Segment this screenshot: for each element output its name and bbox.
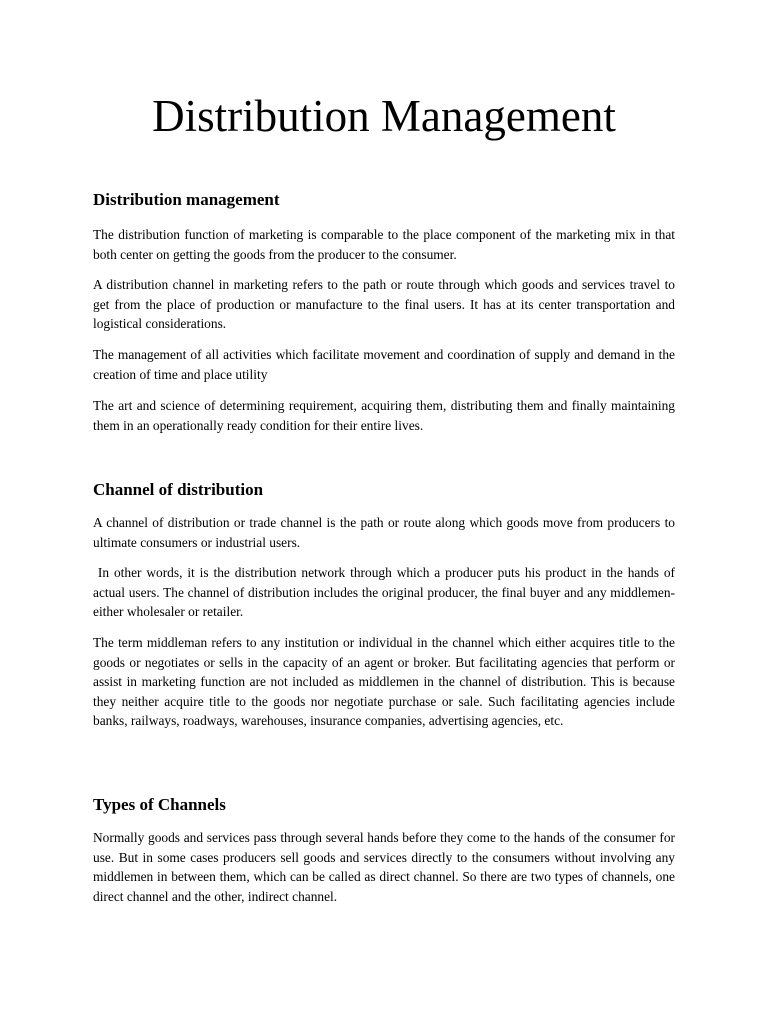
paragraph: The art and science of determining requirement, acquiring them, distributing them and finally maintaining them in an operationally ready condition for their entire lives. bbox=[93, 398, 675, 433]
paragraph: The distribution function of marketing is comparable to the place component of the marketing mix in that both center on getting the goods from the producer to the consumer. bbox=[93, 227, 675, 262]
paragraph: In other words, it is the distribution network through which a producer puts his product in the hands of actual users. The channel of distribution includes the original producer, the final buyer and any middlemen-either wholesaler or retailer. bbox=[93, 565, 679, 620]
section-heading-distribution-management: Distribution management bbox=[93, 190, 280, 209]
section-heading-channel-of-distribution: Channel of distribution bbox=[93, 480, 264, 499]
paragraph: The management of all activities which facilitate movement and coordination of supply and demand in the creation of time and place utility bbox=[93, 347, 675, 382]
paragraph: A channel of distribution or trade channel is the path or route along which goods move from producers to ultimate consumers or industrial users. bbox=[93, 515, 675, 550]
paragraph: The term middleman refers to any institution or individual in the channel which either acquires title to the goods or negotiates or sells in the capacity of an agent or broker. But facilitating agencies that perform or assist in marketing function are not included as middlemen in the channel of distribution. This is because they neither acquire title to the goods nor negotiate purchase or sale. Such facilitating agencies include banks, railways, roadways, warehouses, insurance companies, advertising agencies, etc. bbox=[93, 635, 675, 729]
paragraph: Normally goods and services pass through several hands before they come to the hands of the consumer for use. But in some cases producers sell goods and services directly to the consumers without involving any middlemen in between them, which can be called as direct channel. So there are two types of channels, one direct channel and the other, indirect channel. bbox=[93, 830, 675, 904]
paragraph: A distribution channel in marketing refers to the path or route through which goods and services travel to get from the place of production or manufacture to the final users. It has at its center transportation and logistical considerations. bbox=[93, 277, 675, 332]
document-title: Distribution Management bbox=[152, 91, 616, 141]
section-heading-types-of-channels: Types of Channels bbox=[93, 795, 226, 814]
